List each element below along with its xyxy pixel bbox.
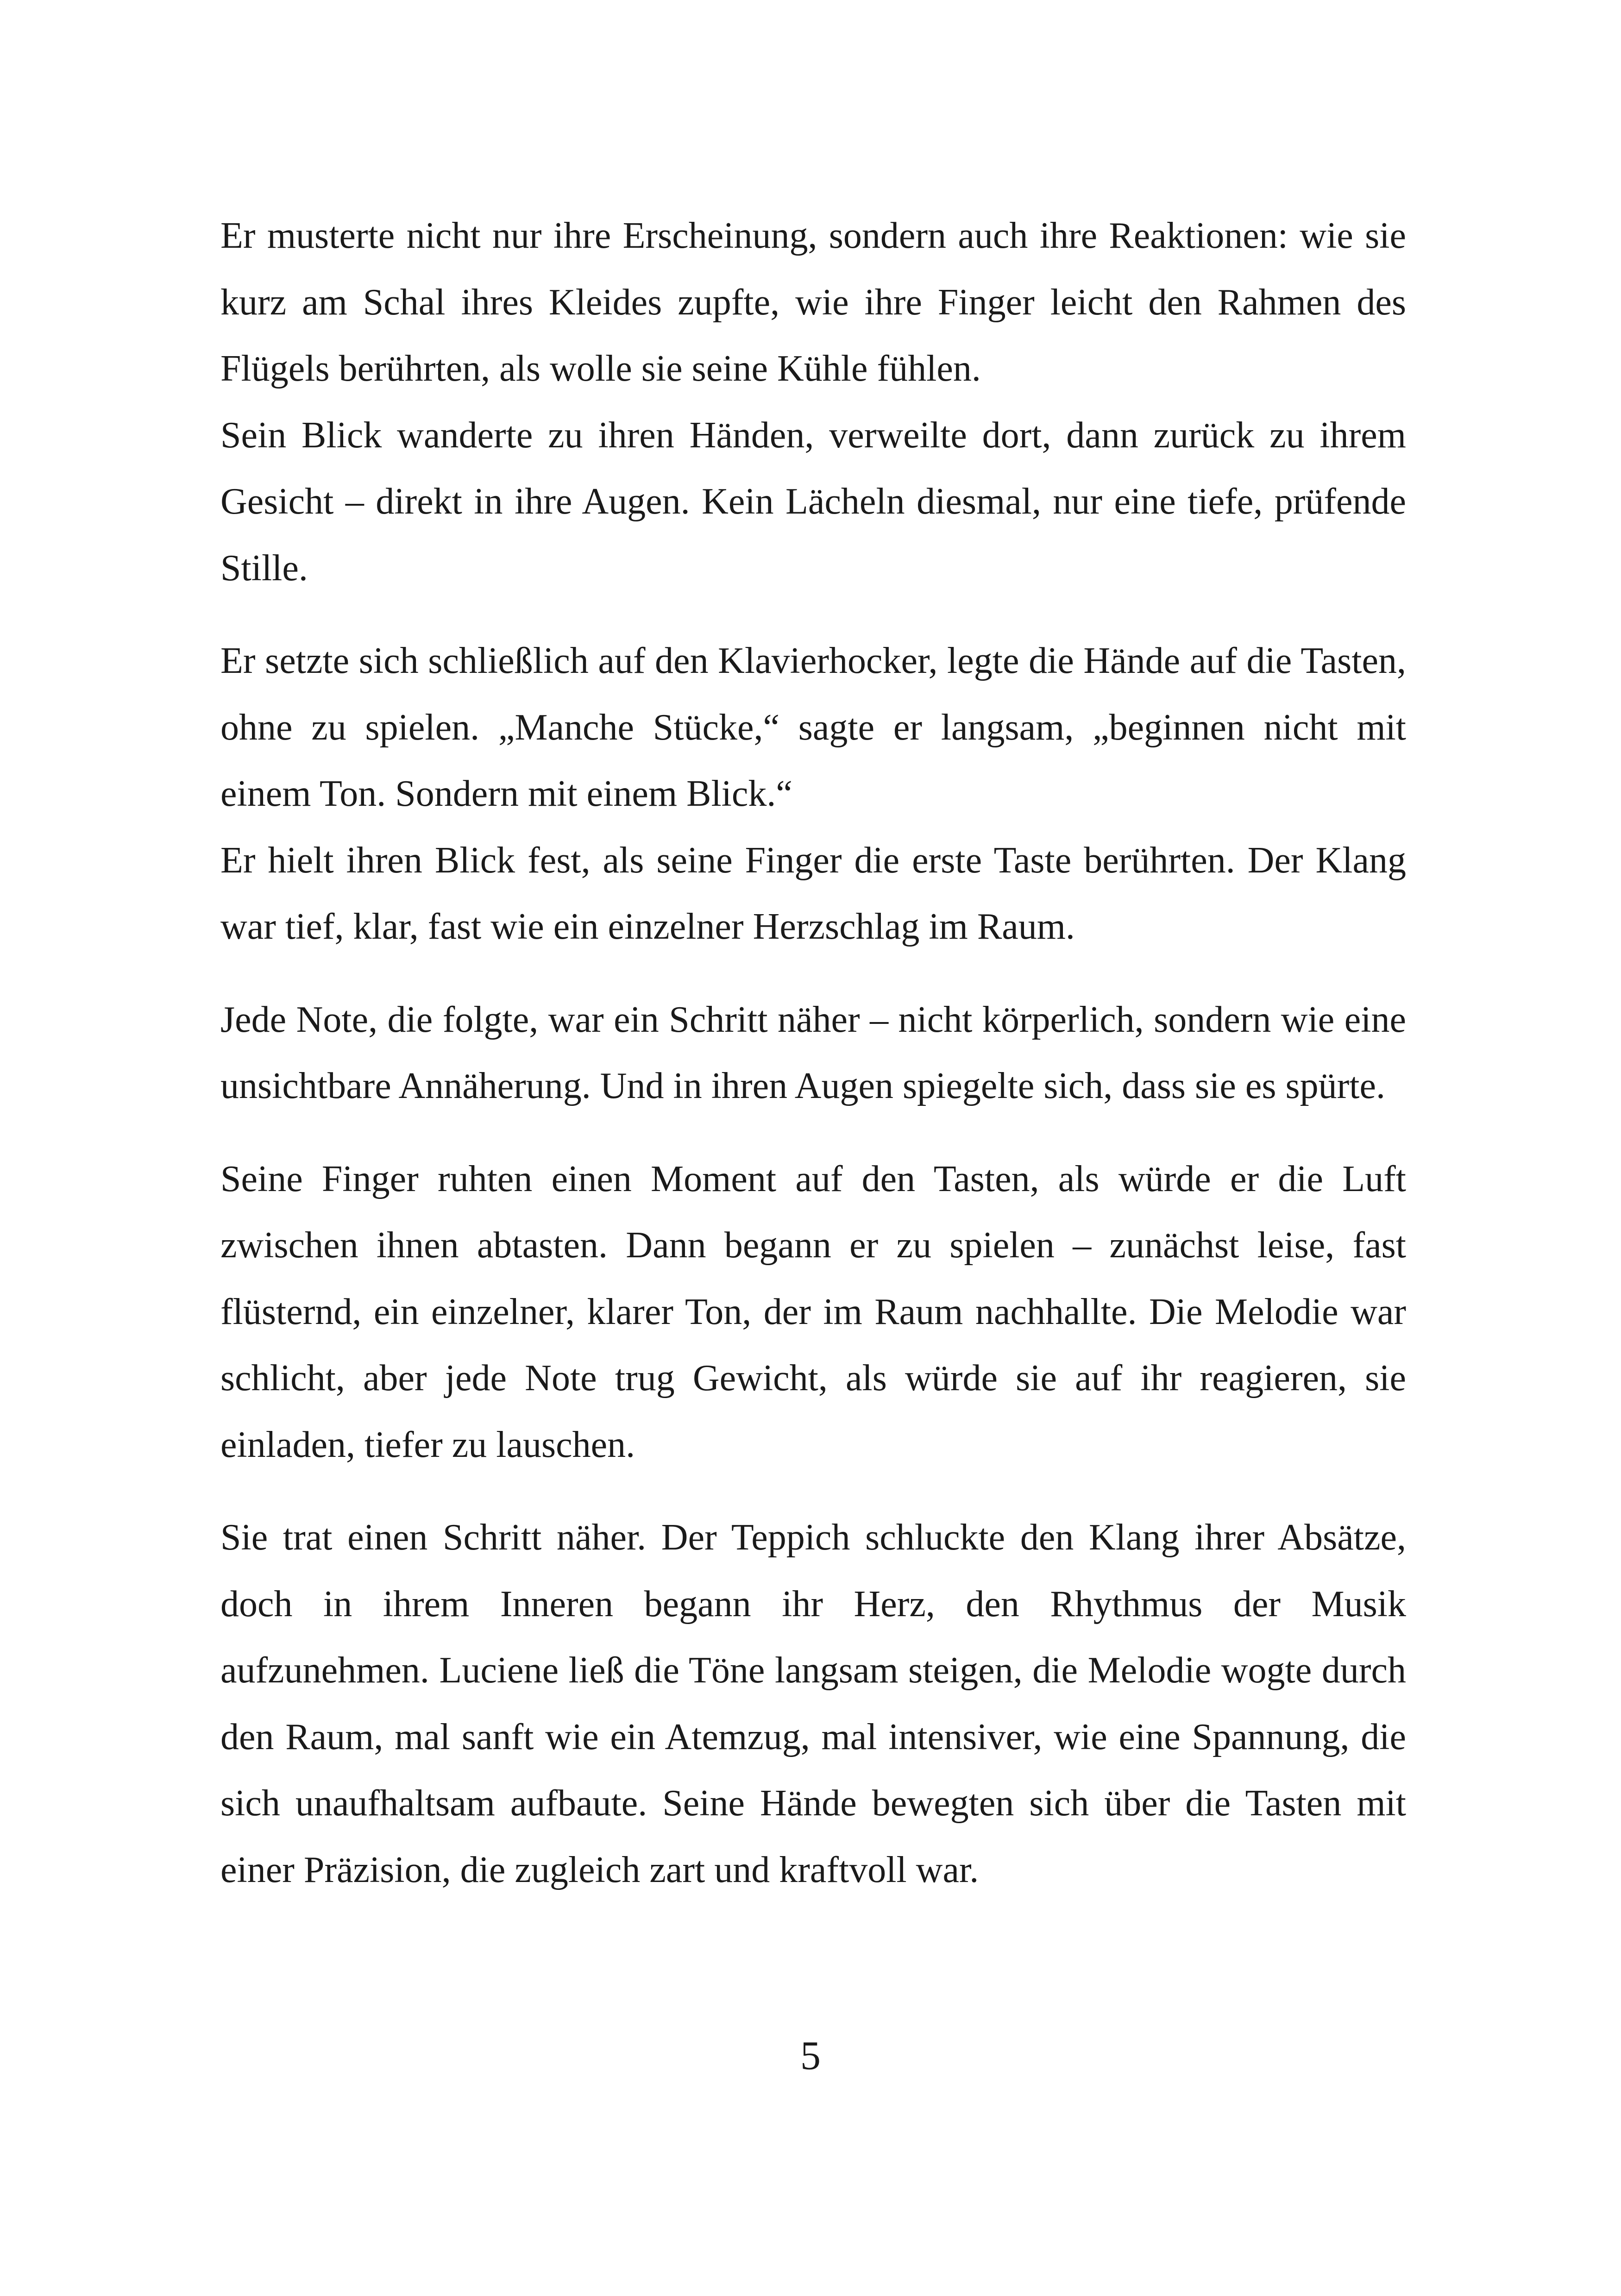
paragraph: Jede Note, die folgte, war ein Schritt näher – nicht körperlich, sondern wie eine unsichtbare Annäherung. Und in ihren Augen spiegelte sich, dass sie es spürte. — [220, 999, 1406, 1106]
paragraph-line-group: Er musterte nicht nur ihre Erscheinung, sondern auch ihre Reaktionen: wie sie kurz am Schal ihres Kleides zupfte, wie ihre Finger leicht den Rahmen des Flügels berührten, als wolle sie seine Kühle fühlen. — [220, 215, 1406, 389]
paragraph: Sie trat einen Schritt näher. Der Teppich schluckte den Klang ihrer Absätze, doch in ihrem Inneren begann ihr Herz, den Rhythmus der Musik aufzunehmen. Luciene ließ die Töne langsam steigen, die Melodie wogte durch den Raum, mal sanft wie ein Atemzug, mal intensiver, wie eine Spannung, die sich unaufhaltsam aufbaute. Seine Hände bewegten sich über die Tasten mit einer Präzision, die zugleich zart und kraftvoll war. — [220, 1517, 1406, 1890]
paragraph — [220, 628, 1406, 960]
page-number: 5 — [800, 2033, 821, 2078]
paragraph-line-group: Sein Blick wanderte zu ihren Händen, verweilte dort, dann zurück zu ihrem Gesicht – direkt in ihre Augen. Kein Lächeln diesmal, nur eine tiefe, prüfende Stille. — [220, 414, 1406, 589]
paragraph: Seine Finger ruhten einen Moment auf den Tasten, als würde er die Luft zwischen ihnen abtasten. Dann begann er zu spielen – zunächst leise, fast flüsternd, ein einzelner, klarer Ton, der im Raum nachhallte. Die Melodie war schlicht, aber jede Note trug Gewicht, als würde sie auf ihr reagieren, sie einladen, tiefer zu lauschen. — [220, 1158, 1406, 1465]
body-text — [220, 203, 1406, 1930]
paragraph-line-group: Er hielt ihren Blick fest, als seine Finger die erste Taste berührten. Der Klang war tief, klar, fast wie ein einzelner Herzschlag im Raum. — [220, 840, 1406, 947]
paragraph — [220, 203, 1406, 602]
paragraph-line-group: Er setzte sich schließlich auf den Klavierhocker, legte die Hände auf die Tasten, ohne zu spielen. „Manche Stücke,“ sagte er langsam, „beginnen nicht mit einem Ton. Sondern mit einem Blick.“ — [220, 640, 1406, 814]
